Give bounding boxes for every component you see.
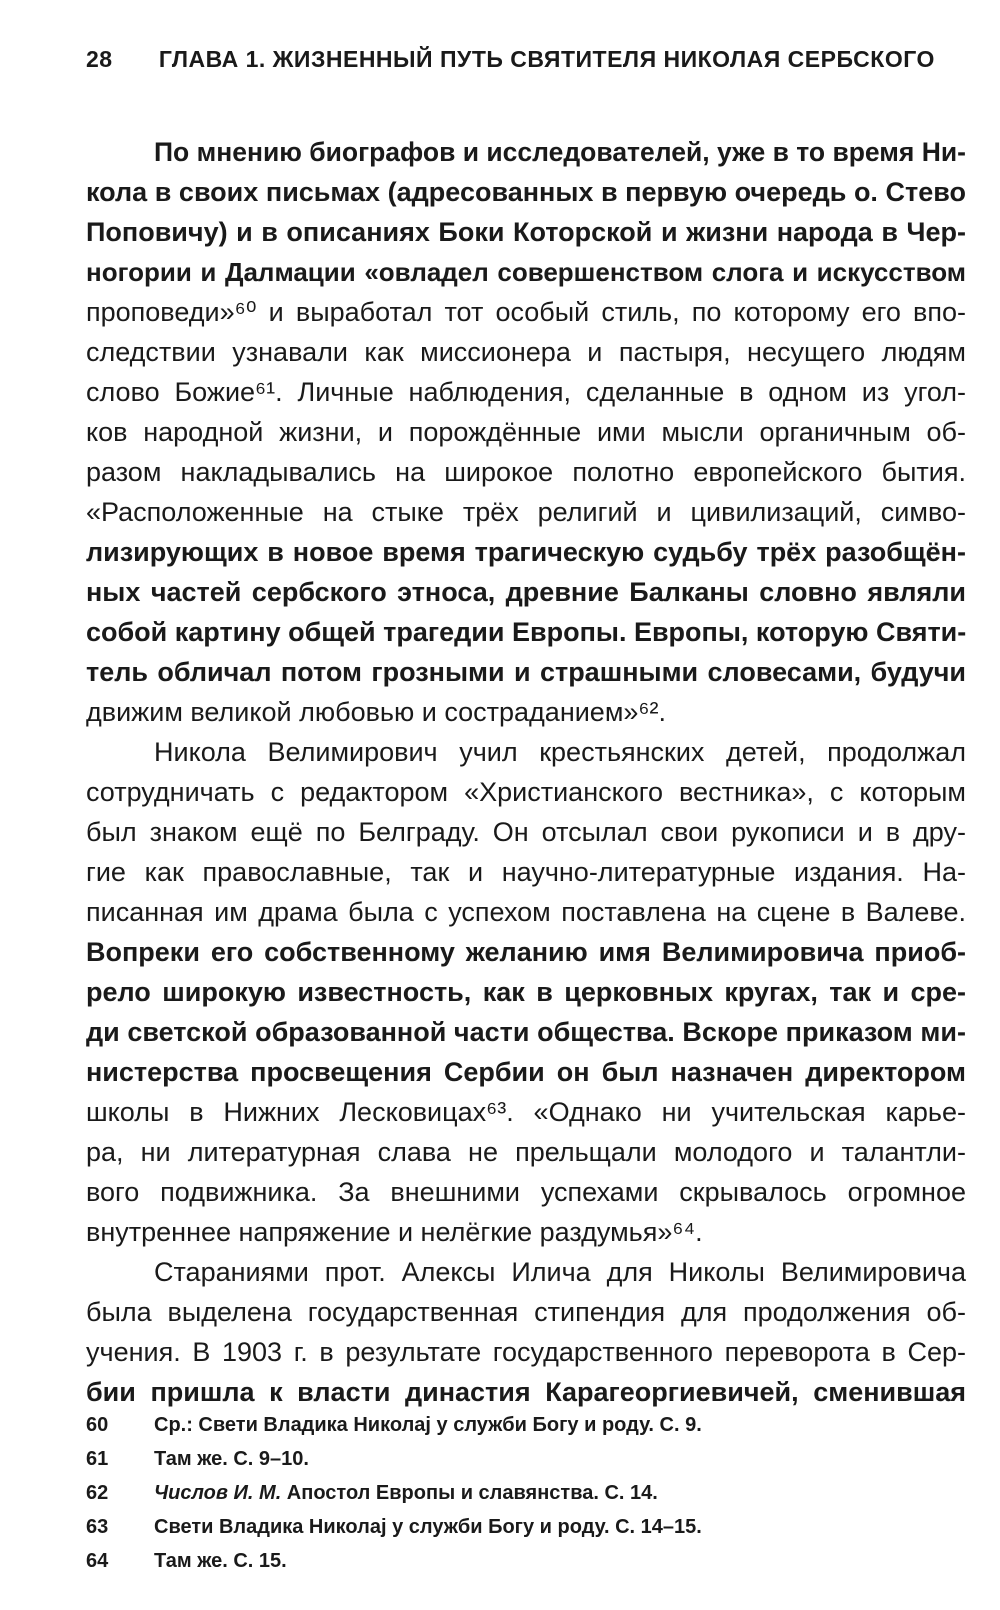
footnote-text: Ср.: Свети Владика Николај у служби Богу и роду. С. 9. [154, 1414, 702, 1436]
text-line: «Расположенные на стыке трёх религий и цивилизаций, симво- [86, 497, 966, 527]
page-number: 28 [86, 46, 113, 72]
text-line: Поповичу) и в описаниях Боки Которской и жизни народа в Чер- [86, 217, 966, 247]
text-line: нистерства просвещения Сербии он был назначен директором [86, 1057, 966, 1087]
text-line: рело широкую известность, как в церковных кругах, так и сре- [86, 977, 966, 1007]
text-line: движим великой любовью и состраданием»⁶². [86, 697, 667, 727]
footnote-author: Числов И. М. [154, 1482, 282, 1504]
text-line: писанная им драма была с успехом поставлена на сцене в Валеве. [86, 897, 966, 927]
text-line: бии пришла к власти династия Карагеоргиевичей, сменившая [86, 1377, 966, 1407]
text-line: собой картину общей трагедии Европы. Европы, которую Святи- [86, 617, 967, 647]
footnote [86, 1476, 966, 1510]
text-line: внутреннее напряжение и нелёгкие раздумья»⁶⁴. [86, 1217, 703, 1247]
text-line: сотрудничать с редактором «Христианского вестника», с которым [86, 777, 966, 807]
footnote-number: 60 [86, 1414, 109, 1436]
text-line: Вопреки его собственному желанию имя Велимировича приоб- [86, 937, 966, 967]
footnote-text: Апостол Европы и славянства. С. 14. [281, 1482, 658, 1504]
text-line: Стараниями прот. Алексы Илича для Николы Велимировича [154, 1257, 966, 1287]
text-line: проповеди»⁶⁰ и выработал тот особый стиль, по которому его впо- [86, 297, 966, 327]
footnote-text: Там же. С. 9–10. [154, 1448, 309, 1470]
footnote [86, 1510, 966, 1544]
footnote-number: 62 [86, 1482, 109, 1504]
footnote-number: 64 [86, 1550, 109, 1572]
text-line: лизирующих в новое время трагическую судьбу трёх разобщён- [86, 537, 966, 567]
text-line: был знаком ещё по Белграду. Он отсылал свои рукописи и в дру- [86, 817, 966, 847]
footnote [86, 1544, 966, 1578]
text-line: разом накладывались на широкое полотно европейского бытия. [86, 457, 966, 487]
footnote [86, 1442, 966, 1476]
footnote-text: Свети Владика Николај у служби Богу и роду. С. 14–15. [154, 1516, 702, 1538]
text-line: школы в Нижних Лесковицах⁶³. «Однако ни учительская карье- [86, 1097, 966, 1127]
text-line: учения. В 1903 г. в результате государственного переворота в Сер- [86, 1337, 966, 1367]
footnote-text: Там же. С. 15. [154, 1550, 287, 1572]
text-line: ди светской образованной части общества. Вскоре приказом ми- [86, 1017, 966, 1047]
footnote [86, 1408, 966, 1442]
text-line: ков народной жизни, и порождённые ими мысли органичным об- [86, 417, 966, 447]
text-line: ногории и Далмации «овладел совершенством слога и искусством [86, 257, 966, 287]
text-line: гие как православные, так и научно-литературные издания. На- [86, 857, 966, 887]
text-line: По мнению биографов и исследователей, уже в то время Ни- [154, 137, 966, 167]
running-head [86, 46, 966, 73]
text-line: ных частей сербского этноса, древние Балканы словно являли [86, 577, 966, 607]
text-line: ра, ни литературная слава не прельщали молодого и талантли- [86, 1137, 966, 1167]
text-line: кола в своих письмах (адресованных в первую очередь о. Стево [86, 177, 966, 207]
text-line: тель обличал потом грозными и страшными словесами, будучи [86, 657, 966, 687]
body-text [86, 132, 966, 1412]
text-line: слово Божие⁶¹. Личные наблюдения, сделанные в одном из угол- [86, 377, 966, 407]
footnote-number: 63 [86, 1516, 109, 1538]
text-line: следствии узнавали как миссионера и пастыря, несущего людям [86, 337, 966, 367]
footnotes [86, 1408, 966, 1578]
text-line: Никола Велимирович учил крестьянских детей, продолжал [154, 737, 966, 767]
text-line: была выделена государственная стипендия для продолжения об- [86, 1297, 966, 1327]
chapter-title: ГЛАВА 1. ЖИЗНЕННЫЙ ПУТЬ СВЯТИТЕЛЯ НИКОЛАЯ СЕРБСКОГО [158, 46, 935, 72]
footnote-number: 61 [86, 1448, 109, 1470]
text-line: вого подвижника. За внешними успехами скрывалось огромное [86, 1177, 966, 1207]
